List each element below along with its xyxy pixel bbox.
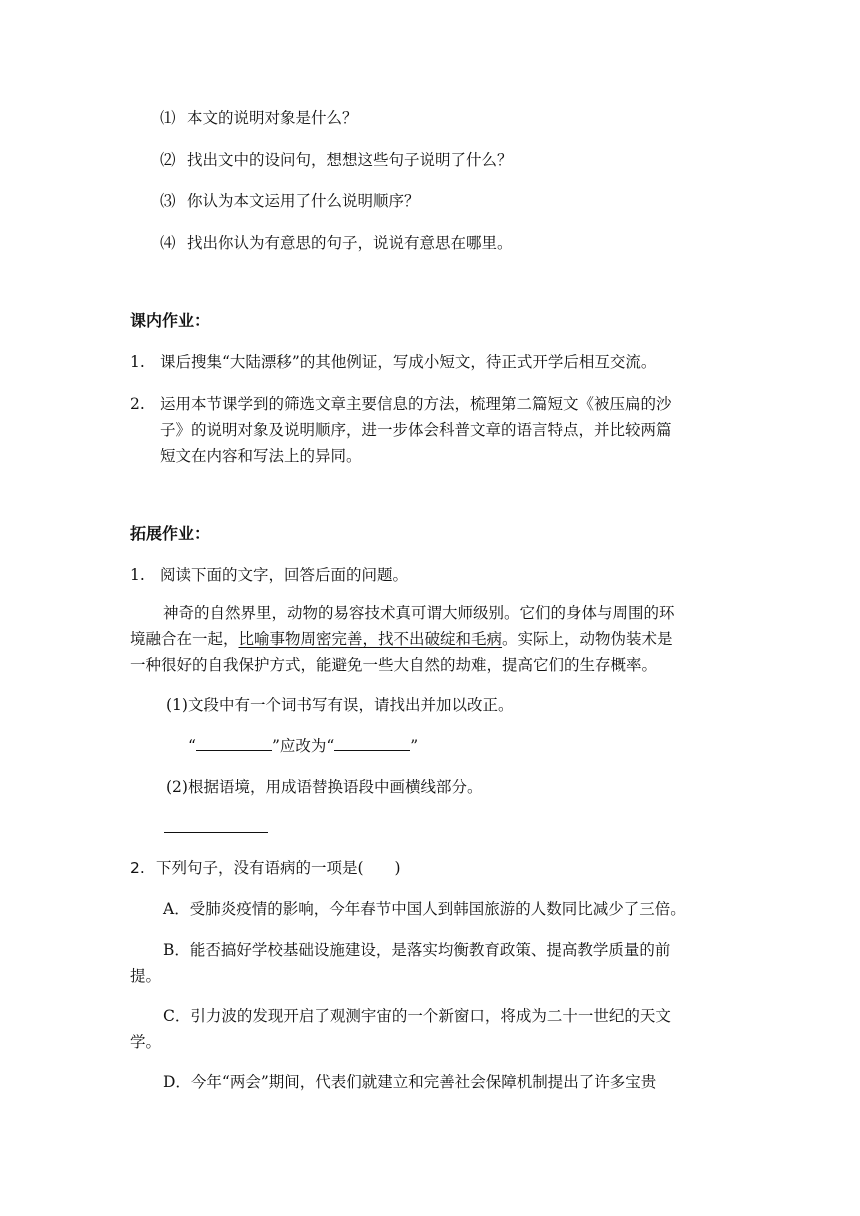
question-4: [160, 233, 513, 253]
extension-question-1: [130, 565, 408, 585]
sub-question-1: (1)文段中有一个词书写有误，请找出并加以改正。: [166, 696, 514, 714]
option-c: C．引力波的发现开启了观测宇宙的一个新窗口，将成为二十一世纪的天文: [163, 1007, 671, 1025]
passage-line: [130, 629, 673, 649]
passage-text: 境融合在一起，: [130, 630, 239, 648]
answer-blank-line[interactable]: [164, 832, 268, 833]
passage-line: 神奇的自然界里，动物的易容技术真可谓大师级别。它们的身体与周围的环: [163, 604, 675, 622]
question-2: [160, 150, 513, 170]
question-text: 你认为本文运用了什么说明顺序？: [187, 192, 420, 210]
item-number: 1.: [130, 566, 145, 584]
underlined-phrase: 比喻事物周密完善，找不出破绽和毛病: [238, 630, 503, 648]
question-number: ⑷: [160, 234, 176, 252]
item-number: 2.: [130, 859, 145, 877]
question-number: ⑶: [160, 192, 176, 210]
close-quote: ”: [410, 737, 419, 755]
item-text: 阅读下面的文字，回答后面的问题。: [160, 566, 409, 584]
replace-text: ”应改为“: [271, 737, 335, 755]
question-3: [160, 191, 420, 211]
question-text: 本文的说明对象是什么？: [187, 109, 358, 127]
question-text: 找出你认为有意思的句子，说说有意思在哪里。: [187, 234, 513, 252]
item-text: 课后搜集“大陆漂移”的其他例证，写成小短文，待正式开学后相互交流。: [160, 353, 657, 371]
classwork-item-2: [130, 394, 672, 414]
option-b-continued: 提。: [130, 967, 162, 985]
extension-heading: 拓展作业：: [130, 524, 211, 543]
item-number: 1.: [130, 353, 145, 371]
extension-question-2: [130, 858, 401, 878]
option-c-continued: 学。: [130, 1033, 162, 1051]
item-text: 运用本节课学到的筛选文章主要信息的方法，梳理第二篇短文《被压扁的沙: [160, 395, 672, 413]
item-text: 下列句子，没有语病的一项是( ): [156, 859, 401, 877]
correct-word-blank[interactable]: [334, 736, 410, 751]
wrong-word-blank[interactable]: [196, 736, 272, 751]
question-number: ⑵: [160, 151, 176, 169]
correction-row: [188, 736, 418, 756]
item-number: 2.: [130, 395, 145, 413]
item-text-continued: 短文在内容和写法上的异同。: [160, 447, 362, 465]
open-quote: “: [188, 737, 196, 755]
option-b: B．能否搞好学校基础设施建设，是落实均衡教育政策、提高教学质量的前: [163, 941, 671, 959]
question-1: [160, 108, 358, 128]
question-text: 找出文中的设问句，想想这些句子说明了什么？: [187, 151, 513, 169]
passage-text: 。实际上，动物伪装术是: [502, 630, 673, 648]
classwork-heading: 课内作业：: [130, 311, 211, 330]
passage-line: 一种很好的自我保护方式，能避免一些大自然的劫难，提高它们的生存概率。: [130, 656, 658, 674]
option-a: A．受肺炎疫情的影响，今年春节中国人到韩国旅游的人数同比减少了三倍。: [163, 900, 686, 918]
question-number: ⑴: [160, 109, 176, 127]
classwork-item-1: [130, 352, 656, 372]
option-d: D．今年“两会”期间，代表们就建立和完善社会保障机制提出了许多宝贵: [163, 1073, 657, 1091]
item-text-continued: 子》的说明对象及说明顺序，进一步体会科普文章的语言特点，并比较两篇: [160, 421, 672, 439]
sub-question-2: (2)根据语境，用成语替换语段中画横线部分。: [166, 778, 483, 796]
